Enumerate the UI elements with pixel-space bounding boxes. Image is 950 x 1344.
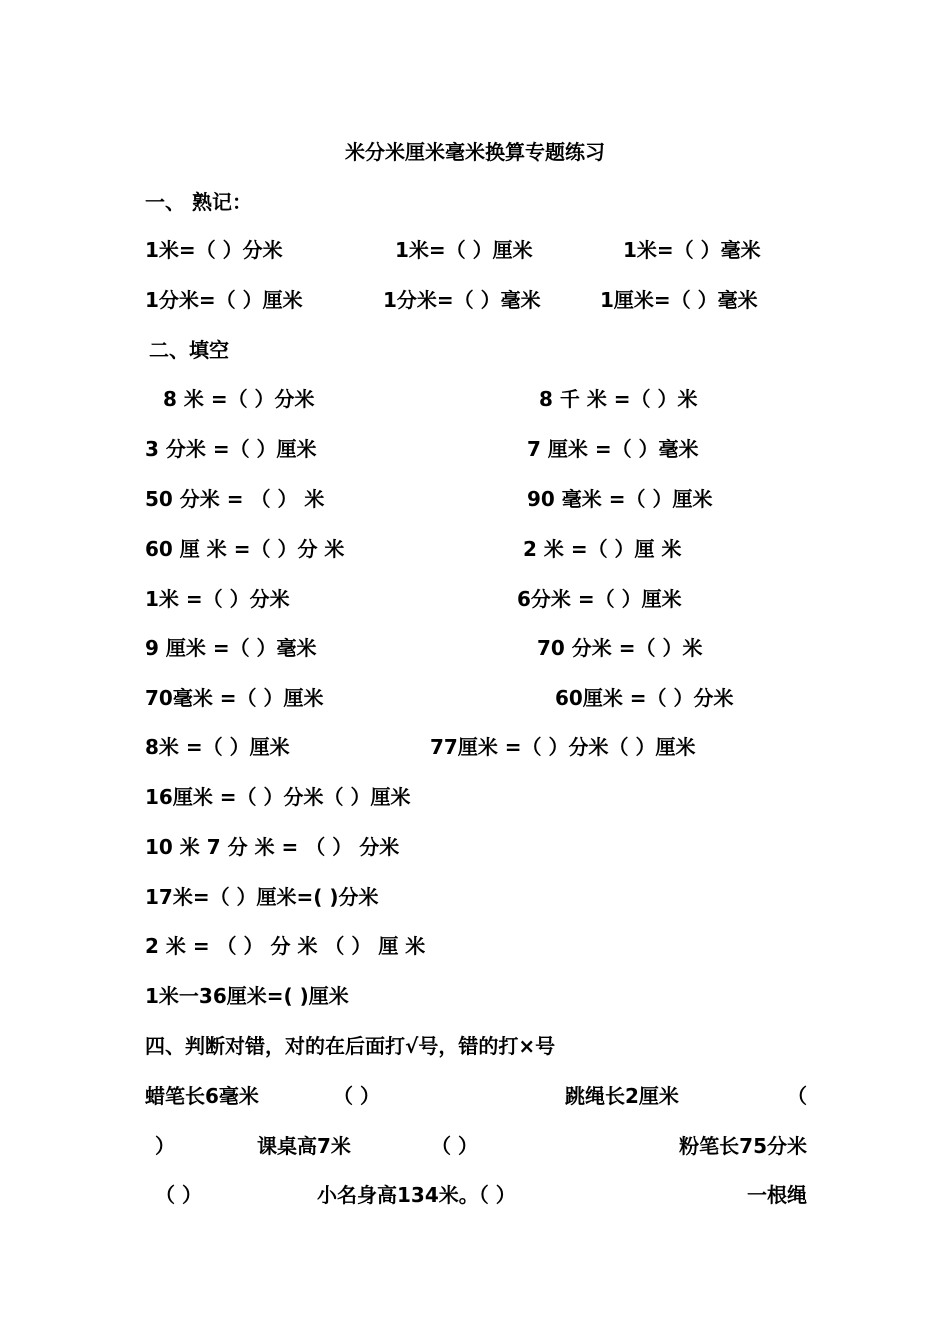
section-memorize-heading <box>145 186 807 218</box>
section-heading-text: 一、 熟记： <box>145 190 252 214</box>
fill-item: 50 分米 = （ ） 米 <box>145 487 325 511</box>
fill-row <box>145 583 807 615</box>
fill-item: 1米 =（ ）分米 <box>145 587 290 611</box>
fill-row <box>145 433 807 465</box>
fill-item: 8 米 =（ ）分米 <box>163 387 315 411</box>
fill-item: 77厘米 =（ ）分米（ ）厘米 <box>430 735 696 759</box>
conversion-item: 1分米=（ ）厘米 <box>145 288 303 312</box>
fill-item: 8 千 米 =（ ）米 <box>539 387 698 411</box>
fill-item: 10 米 7 分 米 = （ ） 分米 <box>145 835 400 859</box>
conversion-item: 1厘米=（ ）毫米 <box>600 288 758 312</box>
answer-brackets: ） <box>155 1134 175 1158</box>
judge-statement: 蜡笔长6毫米 <box>145 1084 259 1108</box>
fill-item: 1米一36厘米=( )厘米 <box>145 984 349 1008</box>
judge-statement: 小名身高134米。（ ） <box>317 1183 516 1207</box>
fill-row <box>145 682 807 714</box>
fill-row <box>145 831 807 863</box>
judge-statement: 一根绳 <box>747 1183 807 1207</box>
fill-item: 2 米 =（ ）厘 米 <box>523 537 682 561</box>
fill-item: 2 米 = （ ） 分 米 （ ） 厘 米 <box>145 934 426 958</box>
conversion-item: 1米=（ ）毫米 <box>623 238 761 262</box>
section-heading-text: 四、判断对错，对的在后面打√号，错的打×号 <box>145 1034 556 1058</box>
fill-row <box>145 383 807 415</box>
answer-brackets: （ ） <box>431 1134 478 1158</box>
fill-item: 9 厘米 =（ ）毫米 <box>145 636 317 660</box>
fill-row <box>145 781 807 813</box>
section-judge-heading <box>145 1030 807 1062</box>
fill-item: 8米 =（ ）厘米 <box>145 735 290 759</box>
fill-item: 6分米 =（ ）厘米 <box>517 587 682 611</box>
fill-item: 16厘米 =（ ）分米（ ）厘米 <box>145 785 411 809</box>
judge-statement: 跳绳长2厘米 <box>565 1084 679 1108</box>
fill-item: 7 厘米 =（ ）毫米 <box>527 437 699 461</box>
judge-row <box>145 1179 807 1211</box>
memorize-row <box>145 234 807 266</box>
section-fill-heading <box>145 334 807 366</box>
fill-item: 3 分米 =（ ）厘米 <box>145 437 317 461</box>
conversion-item: 1米=（ ）厘米 <box>395 238 533 262</box>
answer-brackets: （ ） <box>155 1183 202 1207</box>
conversion-item: 1米=（ ）分米 <box>145 238 283 262</box>
judge-statement: 粉笔长75分米 <box>679 1134 807 1158</box>
fill-row <box>145 980 807 1012</box>
fill-item: 60 厘 米 =（ ）分 米 <box>145 537 345 561</box>
fill-row <box>145 881 807 913</box>
judge-row <box>145 1080 807 1112</box>
page-title: 米分米厘米毫米换算专题练习 <box>345 140 605 164</box>
judge-row <box>145 1130 807 1162</box>
fill-item: 17米=（ ）厘米=( )分米 <box>145 885 379 909</box>
judge-statement: 课桌高7米 <box>257 1134 351 1158</box>
fill-item: 70 分米 =（ ）米 <box>537 636 703 660</box>
answer-brackets: （ ） <box>333 1084 380 1108</box>
answer-brackets: （ <box>787 1084 807 1108</box>
fill-row <box>145 930 807 962</box>
fill-item: 90 毫米 =（ ）厘米 <box>527 487 713 511</box>
fill-item: 70毫米 =（ ）厘米 <box>145 686 324 710</box>
fill-item: 60厘米 =（ ）分米 <box>555 686 734 710</box>
fill-row <box>145 533 807 565</box>
section-heading-text: 二、填空 <box>149 338 229 362</box>
fill-row <box>145 632 807 664</box>
fill-row <box>145 731 807 763</box>
memorize-row <box>145 284 807 316</box>
conversion-item: 1分米=（ ）毫米 <box>383 288 541 312</box>
fill-row <box>145 483 807 515</box>
